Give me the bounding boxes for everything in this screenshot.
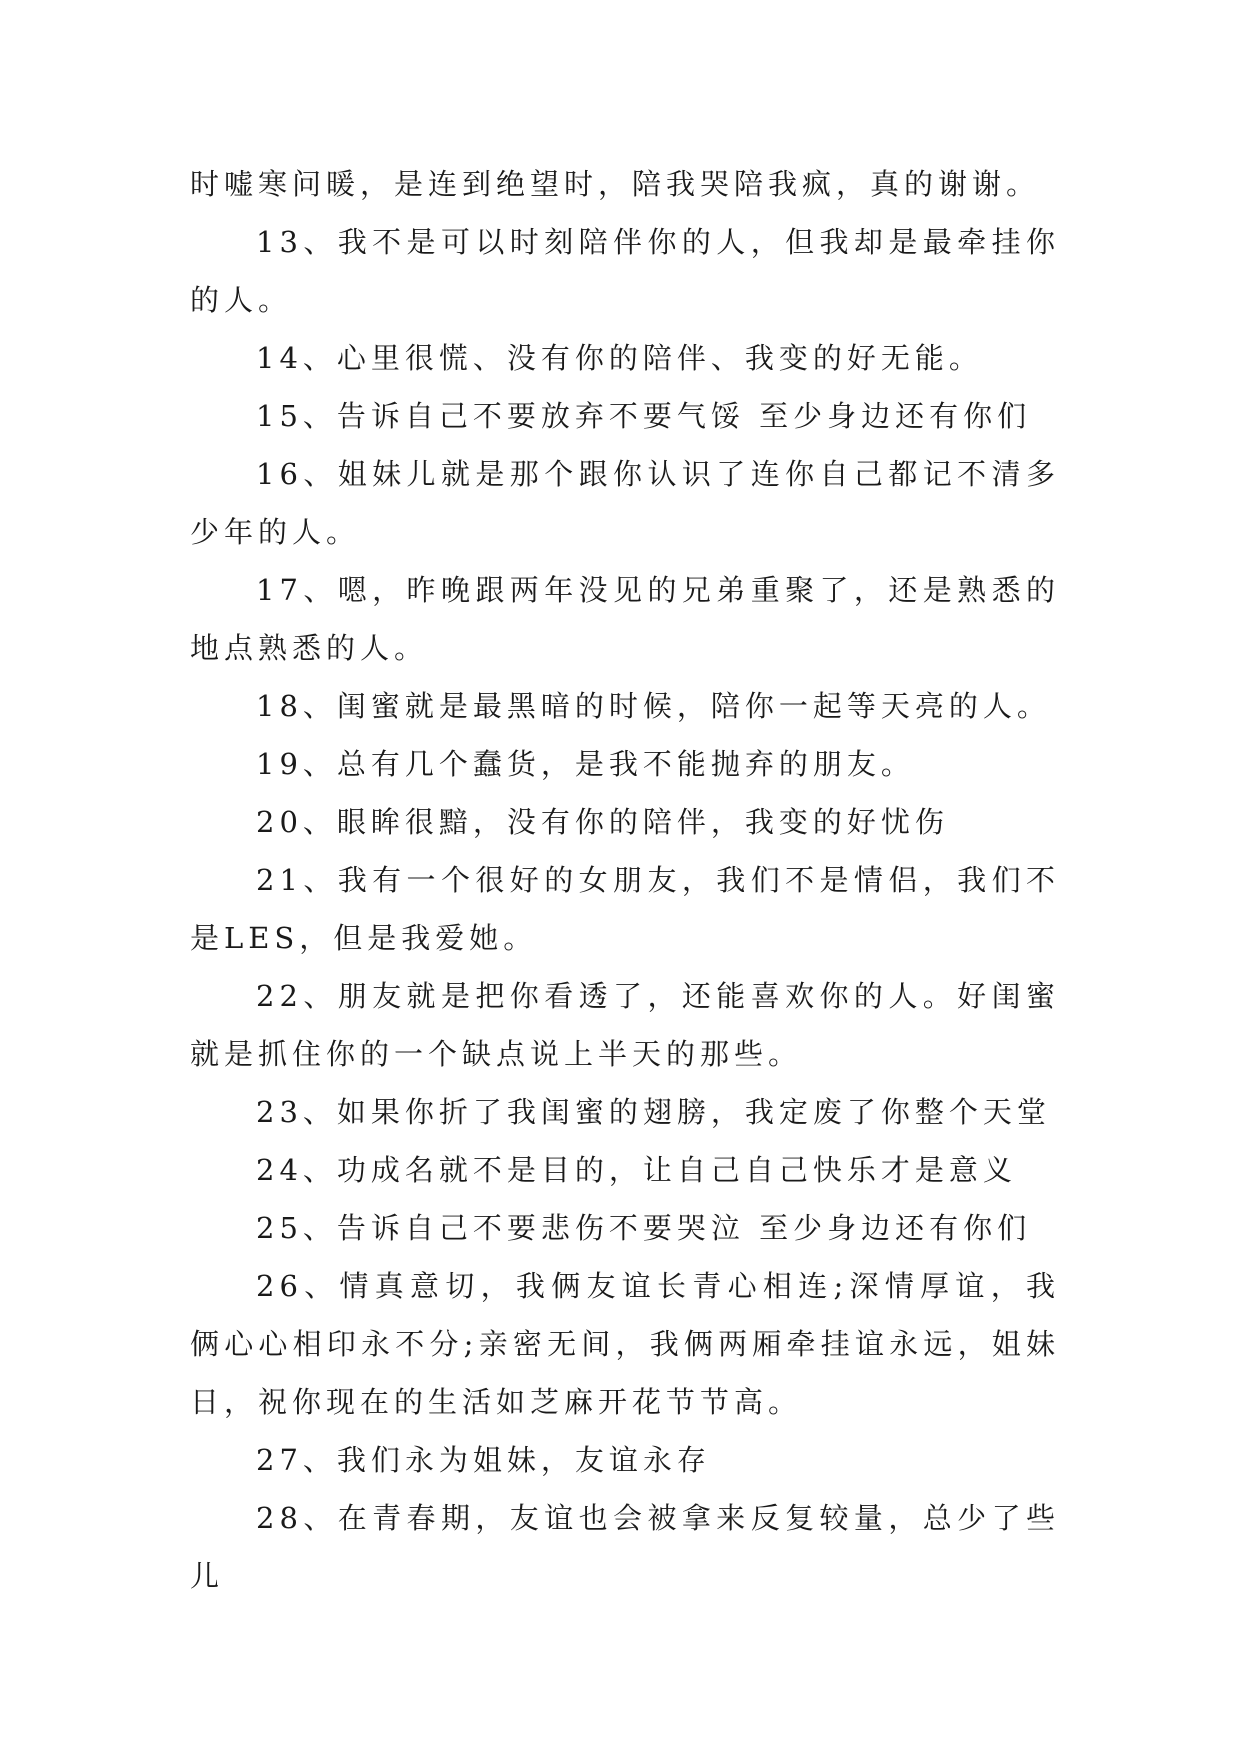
paragraph-26: 26、情真意切，我俩友谊长青心相连;深情厚谊，我俩心心相印永不分;亲密无间，我俩两厢牵挂谊永远，姐妹日，祝你现在的生活如芝麻开花节节高。 [190, 1269, 1060, 1419]
paragraph-24: 24、功成名就不是目的，让自己自己快乐才是意义 [256, 1153, 1017, 1187]
paragraph-22: 22、朋友就是把你看透了，还能喜欢你的人。好闺蜜就是抓住你的一个缺点说上半天的那些。 [190, 979, 1060, 1071]
paragraph-14: 14、心里很慌、没有你的陪伴、我变的好无能。 [256, 341, 983, 375]
paragraph-28: 28、在青春期，友谊也会被拿来反复较量，总少了些儿 [190, 1501, 1060, 1593]
paragraph-17: 17、嗯，昨晚跟两年没见的兄弟重聚了，还是熟悉的地点熟悉的人。 [190, 573, 1060, 665]
paragraph-20: 20、眼眸很黯，没有你的陪伴，我变的好忧伤 [256, 805, 949, 839]
paragraph-18: 18、闺蜜就是最黑暗的时候，陪你一起等天亮的人。 [256, 689, 1051, 723]
paragraph-13: 13、我不是可以时刻陪伴你的人，但我却是最牵挂你的人。 [190, 225, 1060, 317]
paragraph-25: 25、告诉自己不要悲伤不要哭泣 至少身边还有你们 [256, 1211, 1032, 1245]
paragraph-27: 27、我们永为姐妹，友谊永存 [256, 1443, 711, 1477]
paragraph-16: 16、姐妹儿就是那个跟你认识了连你自己都记不清多少年的人。 [190, 457, 1060, 549]
paragraph-23: 23、如果你折了我闺蜜的翅膀，我定废了你整个天堂 [256, 1095, 1051, 1129]
paragraph-15: 15、告诉自己不要放弃不要气馁 至少身边还有你们 [256, 399, 1032, 433]
paragraph-continued: 时嘘寒问暖，是连到绝望时，陪我哭陪我疯，真的谢谢。 [190, 167, 1041, 201]
paragraph-19: 19、总有几个蠢货，是我不能抛弃的朋友。 [256, 747, 915, 781]
document-body [190, 155, 1060, 1605]
paragraph-21: 21、我有一个很好的女朋友，我们不是情侣，我们不是LES，但是我爱她。 [190, 863, 1060, 955]
